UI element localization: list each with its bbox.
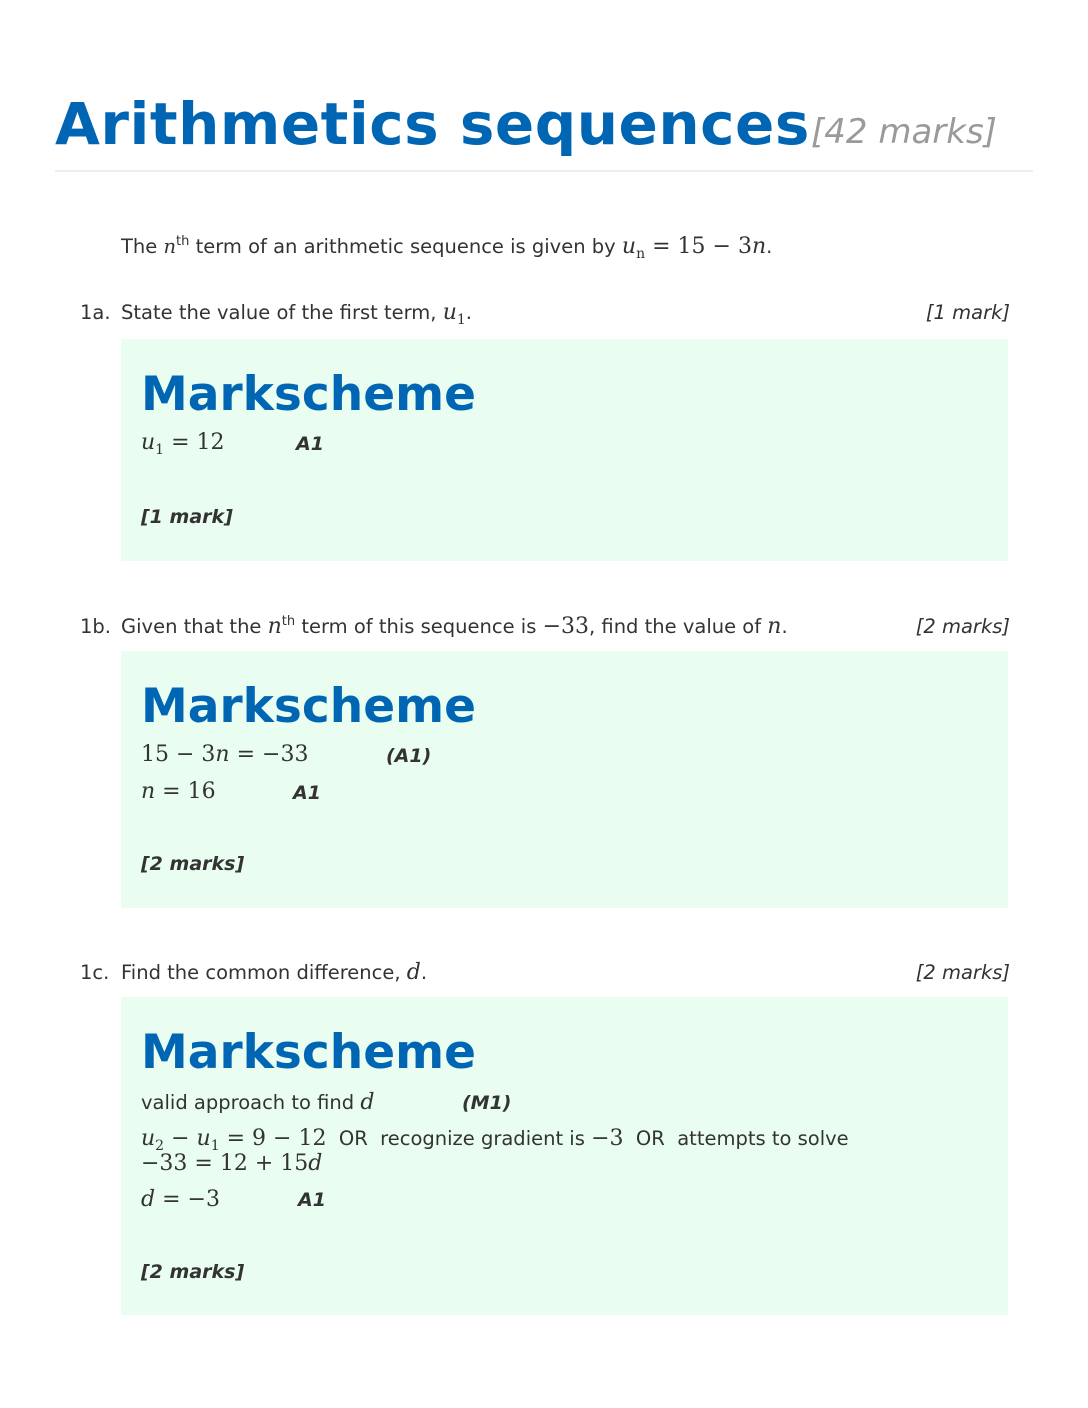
ms-1c-u1-sub: 1 — [210, 1138, 220, 1154]
question-1a-end: . — [465, 301, 472, 324]
award-mark: (M1) — [462, 1092, 512, 1114]
markscheme-heading: Markscheme — [141, 1025, 476, 1080]
question-1b-th: th — [281, 614, 296, 629]
title-row — [55, 86, 1033, 172]
question-1a-var-sub: 1 — [456, 312, 466, 328]
markscheme-total: [2 marks] — [141, 853, 245, 875]
question-1b-n: n — [267, 614, 282, 639]
ms-1a-rest: = 12 — [164, 430, 225, 455]
question-text — [121, 612, 788, 642]
question-marks: [1 mark] — [925, 301, 1010, 324]
ms-1c-or2: OR attempts to solve — [623, 1127, 849, 1150]
markscheme-1a — [121, 339, 1008, 561]
question-1b-text-after: , find the value of — [589, 615, 768, 638]
markscheme-line — [141, 429, 225, 457]
award-mark: A1 — [298, 1189, 326, 1211]
total-marks: [42 marks] — [811, 112, 997, 152]
markscheme-total: [1 mark] — [141, 506, 233, 528]
markscheme-line — [141, 741, 308, 769]
markscheme-total: [2 marks] — [141, 1261, 245, 1283]
ms-1c-grad: −3 — [591, 1126, 624, 1151]
markscheme-line — [141, 778, 216, 806]
question-number: 1b. — [80, 615, 111, 638]
award-mark: A1 — [293, 782, 321, 804]
intro-formula-n: n — [751, 234, 767, 259]
intro-period: . — [766, 235, 773, 258]
ms-1c-or1: OR recognize gradient is — [326, 1127, 592, 1150]
question-1a-var: u — [442, 300, 457, 325]
ms-1c-u2: u — [141, 1126, 156, 1151]
question-1b-var: n — [767, 614, 782, 639]
ms-1b-l1-var: n — [215, 742, 230, 767]
award-mark: (A1) — [386, 745, 432, 767]
intro-formula-rest: = 15 − 3 — [645, 234, 752, 259]
question-number: 1c. — [80, 961, 110, 984]
question-1b-text-mid: term of this sequence is — [295, 615, 543, 638]
ms-1c-result-rest: = −3 — [155, 1187, 220, 1212]
ms-1c-approach-text: valid approach to find — [141, 1091, 361, 1114]
intro-formula-sub: n — [636, 246, 646, 262]
markscheme-line — [141, 1089, 374, 1117]
question-1c-var: d — [406, 960, 421, 985]
intro-text — [121, 232, 772, 262]
markscheme-line — [141, 1150, 322, 1178]
question-1c — [80, 958, 1010, 988]
intro-text-after: term of an arithmetic sequence is given by — [189, 235, 622, 258]
question-1a-text: State the value of the first term, — [121, 301, 443, 324]
ms-1a-sub: 1 — [155, 442, 165, 458]
markscheme-1b — [121, 651, 1008, 908]
question-1c-end: . — [420, 961, 428, 984]
intro-formula-u: u — [621, 234, 637, 259]
page-title: Arithmetics sequences — [55, 90, 810, 158]
ms-1c-u1: u — [196, 1126, 211, 1151]
question-marks: [2 marks] — [915, 961, 1010, 984]
ms-1c-u2-sub: 2 — [155, 1138, 165, 1154]
question-marks: [2 marks] — [915, 615, 1010, 638]
award-mark: A1 — [296, 433, 324, 455]
ms-1a-var: u — [141, 430, 156, 455]
ms-1b-l2-b: = 16 — [155, 779, 216, 804]
question-1b — [80, 612, 1010, 642]
question-1b-end: . — [781, 615, 788, 638]
ms-1c-minus: − — [164, 1126, 197, 1151]
intro-th: th — [176, 234, 190, 249]
ms-1c-result-var: d — [141, 1187, 156, 1212]
question-1a — [80, 298, 1010, 328]
question-1b-value: −33 — [542, 614, 590, 639]
markscheme-heading: Markscheme — [141, 367, 476, 422]
question-1c-text: Find the common difference, — [121, 961, 407, 984]
ms-1b-l2-var: n — [141, 779, 156, 804]
question-1b-text-before: Given that the — [121, 615, 268, 638]
ms-1c-eq2-a: −33 = 12 + 15 — [141, 1151, 309, 1176]
markscheme-line — [141, 1186, 220, 1214]
ms-1c-eq2-var: d — [308, 1151, 323, 1176]
ms-1b-l1-b: = −33 — [229, 742, 309, 767]
question-text — [121, 958, 427, 988]
ms-1c-eq: = 9 − 12 — [219, 1126, 327, 1151]
question-text — [121, 298, 472, 328]
ms-1c-approach-var: d — [360, 1090, 375, 1115]
markscheme-1c — [121, 997, 1008, 1315]
ms-1b-l1-a: 15 − 3 — [141, 742, 216, 767]
intro-text-before: The — [121, 235, 164, 258]
markscheme-line — [141, 1125, 849, 1153]
intro-n: n — [163, 235, 177, 258]
markscheme-heading: Markscheme — [141, 679, 476, 734]
question-number: 1a. — [80, 301, 111, 324]
